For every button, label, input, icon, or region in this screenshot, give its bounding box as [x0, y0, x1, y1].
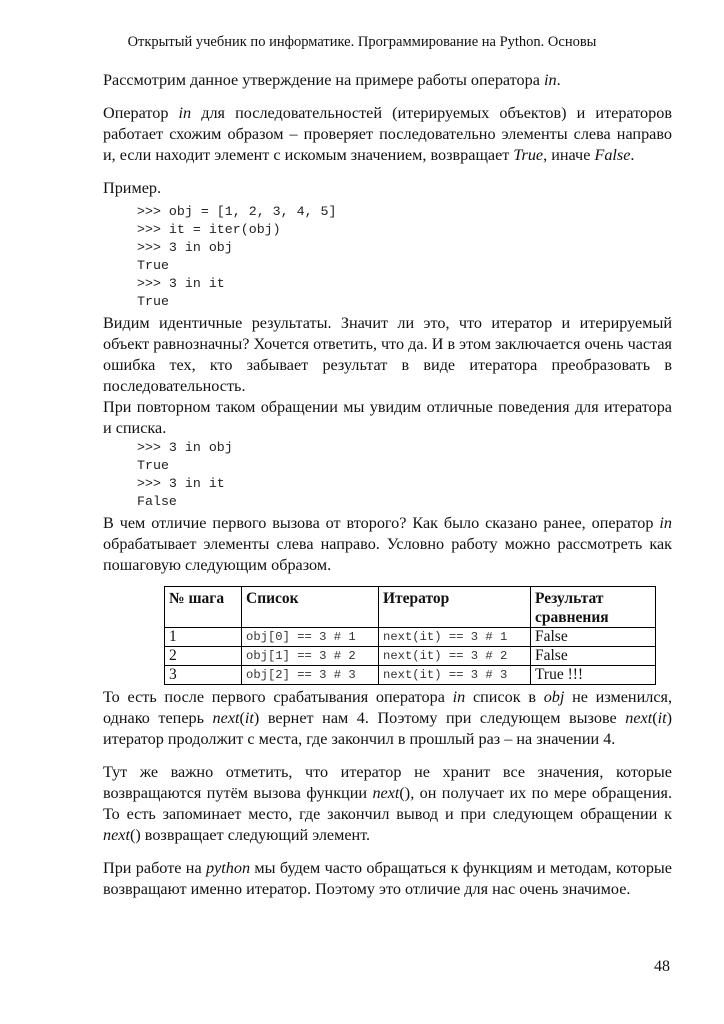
cell-iterator: next(it) == 3 # 1 [379, 628, 531, 647]
text: () возвращает следующий элемент. [129, 826, 371, 844]
cell-step: 3 [165, 666, 242, 685]
cell-result: True !!! [531, 666, 656, 685]
page-number: 48 [654, 958, 670, 975]
cell-iterator: next(it) == 3 # 2 [379, 647, 531, 666]
cell-iterator: next(it) == 3 # 3 [379, 666, 531, 685]
keyword-next: next [625, 709, 653, 727]
text: Рассмотрим данное утверждение на примере работы оператора [103, 71, 544, 89]
text: ( [652, 709, 658, 727]
cell-list: obj[0] == 3 # 1 [242, 628, 379, 647]
text: . [556, 71, 561, 89]
text: обрабатывает элементы слева направо. Условно работу можно рассмотреть как пошаговую следующим образом. [103, 535, 672, 574]
text: В чем отличие первого вызова от второго? Как было сказано ранее, оператор [103, 514, 660, 532]
header-iterator: Итератор [379, 587, 531, 628]
table-row [165, 628, 656, 647]
keyword-false: False [594, 146, 631, 164]
keyword-obj: obj [543, 688, 565, 706]
keyword-python: python [206, 859, 251, 877]
header-step: № шага [165, 587, 242, 628]
steps-table [164, 586, 656, 685]
cell-list: obj[2] == 3 # 3 [242, 666, 379, 685]
paragraph-1 [103, 70, 672, 91]
paragraph-5: При повторном таком обращении мы увидим отличные поведения для итератора и списка. [103, 398, 672, 437]
text: ( [239, 709, 245, 727]
text: список в [465, 688, 544, 706]
text: Оператор [103, 104, 179, 122]
text: не изменился, однако теперь [103, 688, 672, 727]
code-block-2: >>> 3 in obj True >>> 3 in it False [137, 440, 233, 509]
text: ) итератор продолжит с места, где закончил в прошлый раз – на значении 4. [103, 709, 672, 748]
cell-result: False [531, 647, 656, 666]
text: . [630, 146, 635, 164]
keyword-in: in [452, 688, 466, 706]
text: для последовательностей (итерируемых объектов) и итераторов работает схожим образом – проверяет последовательно элементы слева направо и, если находит элемент с искомым значением, возвращает [103, 104, 672, 164]
keyword-it: it [244, 709, 254, 727]
keyword-in: in [659, 514, 672, 532]
text: При работе на [103, 859, 206, 877]
page-header: Открытый учебник по информатике. Программирование на Python. Основы [127, 34, 597, 50]
cell-result: False [531, 628, 656, 647]
text: (), он получает их по мере обращения. То есть запоминает место, где закончил вывод и при следующем обращении к [103, 784, 672, 823]
paragraph-9 [103, 858, 672, 900]
keyword-true: True [513, 146, 544, 164]
paragraph-4: Видим идентичные результаты. Значит ли это, что итератор и итерируемый объект равнозначны? Хочется ответить, что да. И в этом заключается очень частая ошибка тех, кто забывает результат в виде итератора преобразовать в последовательность. [103, 314, 672, 395]
cell-step: 1 [165, 628, 242, 647]
keyword-next: next [103, 826, 130, 844]
header-result: Результат сравнения [531, 587, 656, 628]
table-header-row [165, 587, 656, 628]
table-row [165, 666, 656, 685]
table-row [165, 647, 656, 666]
cell-list: obj[1] == 3 # 2 [242, 647, 379, 666]
keyword-in: in [543, 71, 557, 89]
text: Тут же важно отметить, что итератор не хранит все значения, которые возвращаются путём вызова функции [103, 763, 672, 802]
paragraph-2 [103, 103, 672, 166]
keyword-in: in [178, 104, 192, 122]
text: То есть после первого срабатывания оператора [103, 688, 453, 706]
keyword-next: next [372, 784, 400, 802]
keyword-next: next [212, 709, 240, 727]
paragraph-8 [103, 762, 672, 846]
paragraph-example-label: Пример. [103, 179, 162, 197]
header-list: Список [242, 587, 379, 628]
cell-step: 2 [165, 647, 242, 666]
text: ) вернет нам 4. Поэтому при следующем вызове [253, 709, 626, 727]
text: , иначе [543, 146, 595, 164]
paragraph-6 [103, 513, 672, 576]
text: мы будем часто обращаться к функциям и методам, которые возвращают именно итератор. Поэтому это отличие для нас очень значимое. [103, 859, 672, 898]
keyword-it: it [657, 709, 667, 727]
paragraph-7 [103, 687, 672, 750]
page-content [103, 70, 672, 912]
code-block-1: >>> obj = [1, 2, 3, 4, 5] >>> it = iter(obj) >>> 3 in obj True >>> 3 in it True [137, 204, 337, 309]
